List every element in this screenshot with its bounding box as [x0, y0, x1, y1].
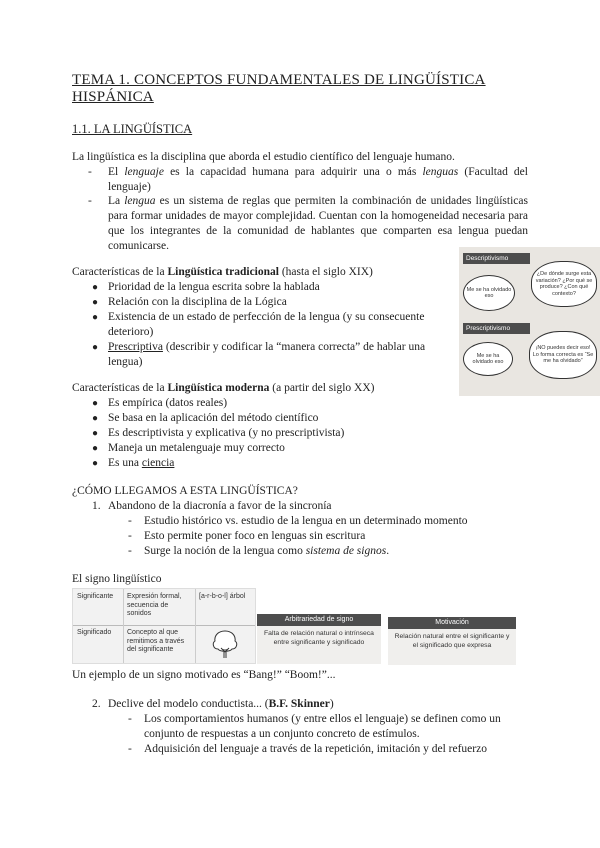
speech-bubble: ¡NO puedes decir eso! Lo forma correcta es “Se me ha olvidado”: [529, 331, 597, 379]
bullet-icon: ●: [92, 428, 99, 439]
bullet-icon: ●: [92, 342, 99, 353]
signo-table-image: [72, 588, 256, 664]
list-item-text: [108, 340, 453, 370]
speech-bubble: Me se ha olvidado eso: [463, 275, 515, 311]
list-item-rest: (describir y codificar la “manera correcta” de hablar una lengua): [108, 341, 426, 368]
speech-bubble: ¿De dónde surge esta variación? ¿Por qué se produce? ¿Con qué contexto?: [531, 261, 597, 307]
list-item-text: Maneja un metalenguaje muy correcto: [108, 442, 285, 454]
table-divider: [73, 625, 255, 626]
list-item-text: Es empírica (datos reales): [108, 397, 228, 409]
table-cell-label: Significado: [77, 629, 112, 636]
list-item-text: Esto permite poner foco en lenguas sin escritura: [144, 530, 366, 542]
tree-icon: [209, 628, 241, 660]
definition-term: lengua: [124, 195, 156, 207]
bullet-icon: ●: [92, 282, 99, 293]
definition-term: lenguas: [422, 166, 459, 178]
list-number: 2.: [92, 698, 101, 710]
page-title: [72, 72, 532, 106]
table-cell: [a-r-b-o-l] árbol: [199, 593, 246, 600]
page-title-line-2: HISPÁNICA: [72, 89, 154, 105]
definition-lengua: [108, 194, 528, 254]
arbitrariedad-box: [257, 614, 381, 664]
list-item-pre: Es una: [108, 457, 142, 469]
signo-heading: El signo lingüístico: [72, 573, 162, 585]
table-cell: Concepto al que remitimos a través del significante: [127, 629, 185, 653]
tradicional-heading: [72, 265, 373, 280]
italic-term: sistema de signos: [305, 545, 387, 557]
intro-paragraph: La lingüística es la disciplina que aborda el estudio científico del lenguaje humano.: [72, 151, 455, 163]
definition-text: es la capacidad humana para adquirir una o más: [163, 166, 423, 178]
list-item-text: [108, 456, 174, 471]
list-item-pre: Surge la noción de la lengua como: [144, 545, 306, 557]
list-item-text: Relación con la disciplina de la Lógica: [108, 296, 287, 308]
definition-text: La: [108, 195, 125, 207]
list-item-text: Estudio histórico vs. estudio de la lengua en un determinado momento: [144, 515, 468, 527]
bullet-icon: ●: [92, 443, 99, 454]
dash-marker: -: [128, 515, 132, 527]
prescriptivismo-label: Prescriptivismo: [463, 323, 530, 334]
dash-marker: -: [88, 195, 92, 207]
dash-marker: -: [88, 166, 92, 178]
motivacion-header: Motivación: [388, 617, 516, 629]
descriptivismo-label: Descriptivismo: [463, 253, 530, 264]
dash-marker: -: [128, 743, 132, 755]
arbitrariedad-text: Falta de relación natural o intrínseca entre significante y significado: [264, 630, 374, 646]
underlined-term: ciencia: [141, 457, 175, 469]
question-heading: ¿CÓMO LLEGAMOS A ESTA LINGÜÍSTICA?: [72, 485, 298, 497]
definition-term: lenguaje: [124, 166, 164, 178]
heading-text: Características de la: [72, 266, 168, 278]
table-cell: Expresión formal, secuencia de sonidos: [127, 593, 182, 617]
moderna-heading: [72, 381, 374, 396]
list-item-text: Se basa en la aplicación del método científico: [108, 412, 319, 424]
heading-text: Características de la: [72, 382, 168, 394]
table-divider: [123, 589, 124, 663]
list-item-text: Adquisición del lenguaje a través de la repetición, imitación y del refuerzo: [144, 743, 487, 755]
definition-text: El: [108, 166, 125, 178]
point-2-post: ): [329, 698, 334, 710]
heading-text: (a partir del siglo XX): [269, 382, 375, 394]
list-item-text: Existencia de un estado de perfección de la lengua (y su consecuente deterioro): [108, 311, 425, 338]
motivacion-box: [388, 617, 516, 665]
speech-bubble: Me se ha olvidado eso: [463, 342, 513, 376]
heading-text: (hasta el siglo XIX): [278, 266, 373, 278]
point-2-bold: B.F. Skinner: [268, 698, 330, 710]
list-item-text: Prioridad de la lengua escrita sobre la hablada: [108, 281, 320, 293]
bullet-icon: ●: [92, 398, 99, 409]
point-2-pre: Declive del modelo conductista... (: [108, 698, 269, 710]
list-item-text: [144, 544, 389, 559]
table-cell-label: Significante: [77, 593, 114, 600]
list-item-post: .: [386, 545, 390, 557]
definition-text: (Facultad del lenguaje): [108, 166, 528, 193]
list-item-text: Es descriptivista y explicativa (y no prescriptivista): [108, 427, 345, 439]
arbitrariedad-header: Arbitrariedad de signo: [257, 614, 381, 626]
list-number: 1.: [92, 500, 101, 512]
bullet-icon: ●: [92, 312, 99, 323]
bullet-icon: ●: [92, 458, 99, 469]
dash-marker: -: [128, 713, 132, 725]
point-1-text: Abandono de la diacronía a favor de la sincronía: [108, 500, 332, 512]
table-divider: [195, 589, 196, 663]
list-item-text: Los comportamientos humanos (y entre ellos el lenguaje) se definen como un conjunto de respuestas a un conjunto concreto de estímulos.: [144, 713, 501, 740]
definition-text: es un sistema de reglas que permiten la combinación de unidades lingüísticas para formar unidades de mayor complejidad. Cuentan con la homogeneidad necesaria para que los integrantes de la comunidad de hablantes que comparten esa lengua puedan comunicarse.: [108, 195, 528, 252]
page-title-line-1: TEMA 1. CONCEPTOS FUNDAMENTALES DE LINGÜÍSTICA: [72, 72, 486, 88]
underlined-term: Prescriptiva: [108, 341, 163, 353]
definition-lenguaje: [108, 165, 528, 195]
descriptivism-prescriptivism-image: [459, 247, 600, 396]
dash-marker: -: [128, 530, 132, 542]
example-motivado: Un ejemplo de un signo motivado es “Bang!” “Boom!”...: [72, 669, 336, 681]
heading-bold: Lingüística tradicional: [167, 266, 279, 278]
section-heading: 1.1. LA LINGÜÍSTICA: [72, 122, 193, 136]
dash-marker: -: [128, 545, 132, 557]
bullet-icon: ●: [92, 413, 99, 424]
bullet-icon: ●: [92, 297, 99, 308]
heading-bold: Lingüística moderna: [167, 382, 270, 394]
motivacion-text: Relación natural entre el significante y el significado que expresa: [394, 633, 510, 649]
point-2-text: [108, 697, 334, 712]
